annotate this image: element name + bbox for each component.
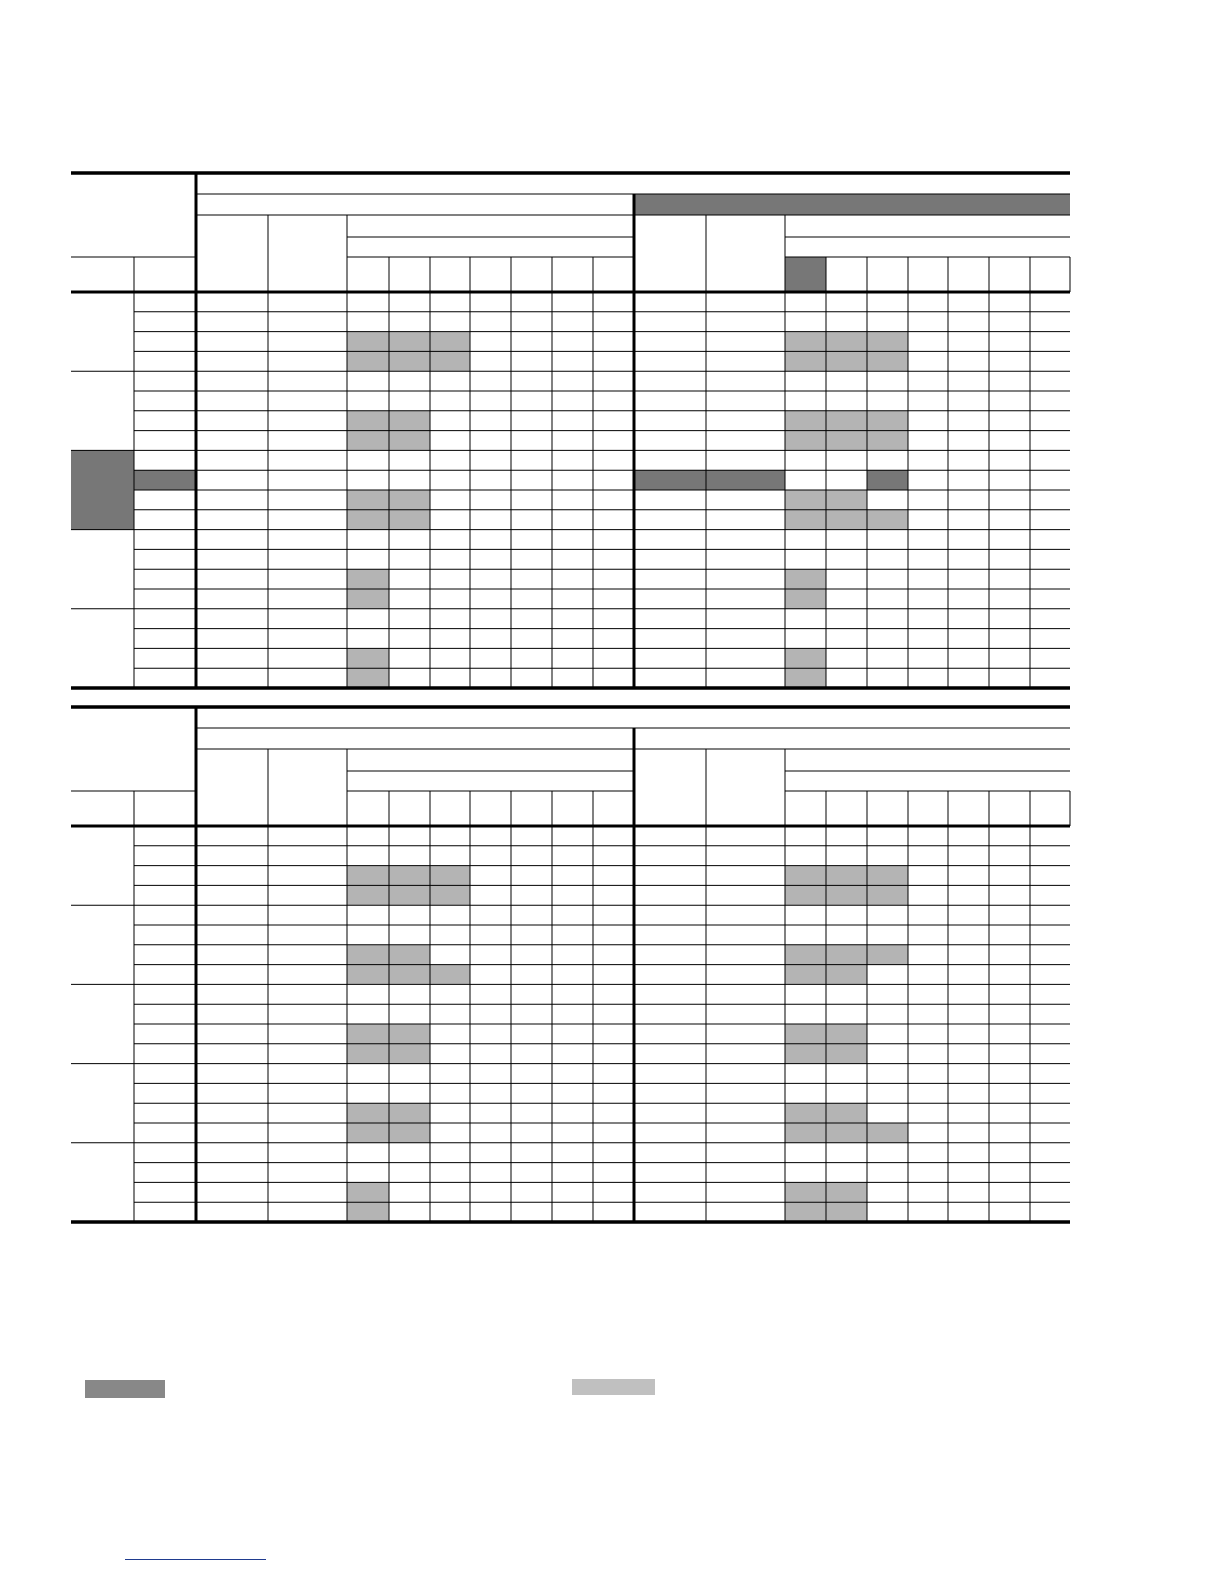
- table-cell-shaded: [785, 668, 826, 688]
- table-cell-shaded: [826, 1123, 867, 1143]
- table-cell-dark: [706, 470, 785, 490]
- table-cell-shaded: [785, 490, 826, 510]
- table-cell-shaded: [785, 866, 826, 886]
- table-cell-shaded: [347, 668, 389, 688]
- table-cell-shaded: [389, 351, 430, 371]
- table-cell-shaded: [347, 1103, 389, 1123]
- table-cell-shaded: [347, 885, 389, 905]
- table-cell-shaded: [389, 885, 430, 905]
- table-cell-shaded: [785, 431, 826, 451]
- table-cell-shaded: [347, 648, 389, 668]
- table-cell-shaded: [347, 589, 389, 609]
- table-cell-shaded: [430, 965, 470, 985]
- table-cell-shaded: [867, 1123, 908, 1143]
- table-cell-shaded: [389, 411, 430, 431]
- table-cell-shaded: [867, 351, 908, 371]
- table-cell-shaded: [785, 589, 826, 609]
- table-cell-shaded: [785, 965, 826, 985]
- table-cell-shaded: [826, 965, 867, 985]
- table-cell-shaded: [826, 1044, 867, 1064]
- table-cell-shaded: [785, 569, 826, 589]
- table-cell-shaded: [389, 866, 430, 886]
- table-cell-shaded: [785, 510, 826, 530]
- table-cell-dark: [867, 470, 908, 490]
- table-cell-shaded: [430, 885, 470, 905]
- table-cell-shaded: [389, 431, 430, 451]
- table-cell-shaded: [389, 332, 430, 352]
- table-cell-shaded: [347, 332, 389, 352]
- table-cell-shaded: [389, 1024, 430, 1044]
- table-cell-shaded: [430, 866, 470, 886]
- table-cell-shaded: [785, 648, 826, 668]
- legend-swatch-light: [572, 1379, 655, 1395]
- table-cell-shaded: [347, 1202, 389, 1222]
- table-cell-shaded: [785, 1103, 826, 1123]
- table-cell-shaded: [826, 411, 867, 431]
- table-cell-shaded: [347, 411, 389, 431]
- header-cell-dark: [785, 257, 826, 292]
- table-cell-shaded: [347, 866, 389, 886]
- header-band-dark: [634, 194, 1070, 215]
- table-cell-shaded: [826, 1182, 867, 1202]
- table-cell-shaded: [785, 332, 826, 352]
- table-cell-shaded: [389, 1044, 430, 1064]
- table-cell-shaded: [347, 1182, 389, 1202]
- table-cell-dark: [634, 470, 706, 490]
- table-cell-shaded: [389, 945, 430, 965]
- table-cell-shaded: [785, 1202, 826, 1222]
- table-cell-shaded: [867, 885, 908, 905]
- table-cell-shaded: [867, 332, 908, 352]
- table-cell-shaded: [347, 965, 389, 985]
- table-cell-shaded: [389, 490, 430, 510]
- table-cell-shaded: [347, 1024, 389, 1044]
- table-cell-shaded: [867, 945, 908, 965]
- table-cell-shaded: [430, 351, 470, 371]
- table-cell-shaded: [826, 510, 867, 530]
- table-cell-shaded: [867, 411, 908, 431]
- table-cell-shaded: [785, 1024, 826, 1044]
- table-cell-shaded: [389, 1123, 430, 1143]
- table-cell-shaded: [785, 1123, 826, 1143]
- table-cell-shaded: [347, 490, 389, 510]
- table-cell-shaded: [867, 431, 908, 451]
- table-cell-shaded: [347, 1044, 389, 1064]
- table-cell-shaded: [785, 411, 826, 431]
- table-cell-shaded: [347, 569, 389, 589]
- table-cell-shaded: [389, 510, 430, 530]
- table-cell-shaded: [826, 490, 867, 510]
- table-cell-shaded: [347, 431, 389, 451]
- table-cell-shaded: [826, 1202, 867, 1222]
- table-cell-shaded: [826, 332, 867, 352]
- table-cell-shaded: [826, 431, 867, 451]
- table-cell-shaded: [347, 945, 389, 965]
- table-cell-shaded: [347, 351, 389, 371]
- table-cell-shaded: [785, 1182, 826, 1202]
- table-cell-shaded: [347, 1123, 389, 1143]
- table-cell-shaded: [826, 885, 867, 905]
- table-cell-shaded: [389, 1103, 430, 1123]
- table-cell-shaded: [826, 945, 867, 965]
- table-cell-shaded: [785, 351, 826, 371]
- table-cell-shaded: [785, 945, 826, 965]
- table-cell-shaded: [430, 332, 470, 352]
- footer-link-rule: [125, 1559, 266, 1560]
- table-cell-shaded: [347, 510, 389, 530]
- table-cell-shaded: [867, 510, 908, 530]
- group-cell-dark: [71, 450, 134, 529]
- table-cell-shaded: [785, 1044, 826, 1064]
- table-cell-shaded: [826, 1103, 867, 1123]
- table-cell-dark: [134, 470, 196, 490]
- table-cell-shaded: [389, 965, 430, 985]
- table-cell-shaded: [867, 866, 908, 886]
- legend-swatch-dark: [85, 1380, 165, 1398]
- table-cell-shaded: [826, 1024, 867, 1044]
- table-cell-shaded: [826, 351, 867, 371]
- table-cell-shaded: [785, 885, 826, 905]
- table-cell-shaded: [826, 866, 867, 886]
